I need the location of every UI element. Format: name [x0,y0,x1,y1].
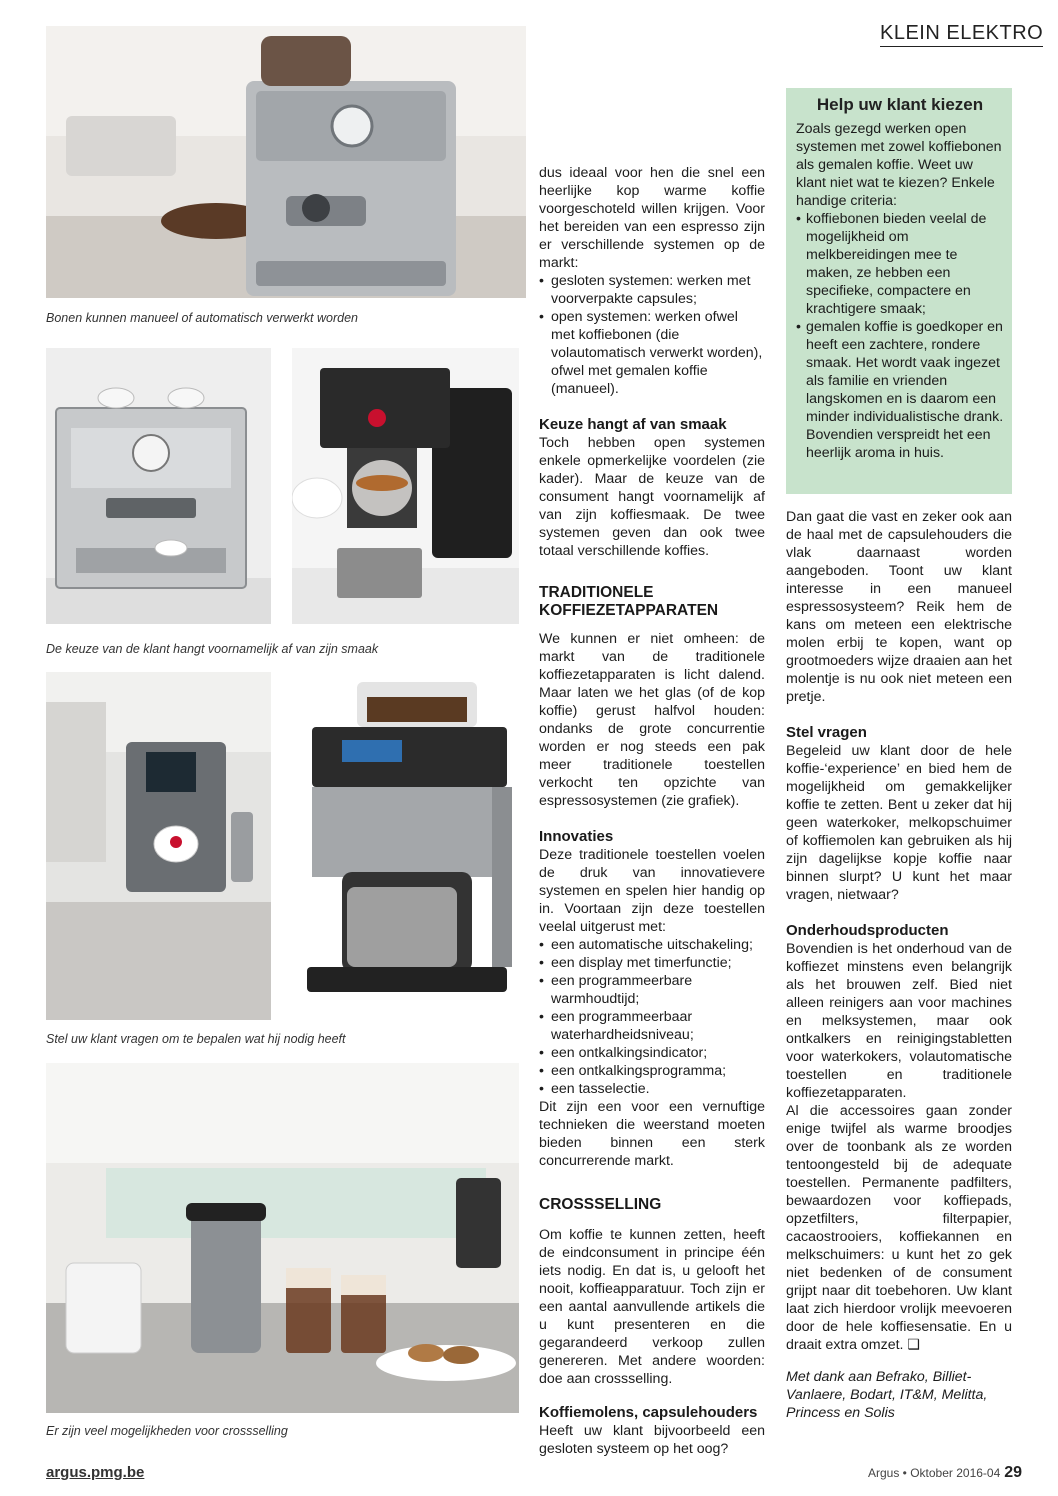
site-link[interactable]: argus.pmg.be [46,1464,145,1481]
paragraph: Deze traditionele toestellen voelen de druk van innovatievere systemen en spelen hier handig op in. Voortaan zijn deze toestellen veelal uitgerust met: [539,847,765,935]
subheading: Keuze hangt af van smaak [539,416,727,433]
list-item: • een ontkalkingsprogramma; [539,1062,765,1080]
section-heading: CROSSSELLING [539,1196,662,1213]
features-list [539,936,765,1098]
list-item: • een ontkalkingsindicator; [539,1044,765,1062]
espresso-machine-photo [46,26,526,298]
paragraph: Dan gaat die vast en zeker ook aan de haal met de capsulehouders die vlak daarnaast worden aangeboden. Toont uw klant interesse in een manueel espressosysteem? Reik hem de kans om meteen een elektrische molen erbij te kopen, want op grootmoeders wijze draaien aan het molentje is nu ook niet meteen een pretje. [786,509,1012,705]
paragraph: Toch hebben open systemen enkele opmerkelijke voordelen (zie kader). Maar de keuze van de consument hangt voornamelijk af van zijn koffiesmaak. De twee systemen geven dan ook twee totaal verschillende koffies. [539,435,765,559]
paragraph: dus ideaal voor hen die snel een heerlijke kop warme koffie voorgeschoteld willen krijgen. Voor het bereiden van een espresso zijn er verschillende systemen op de markt: [539,165,765,271]
footer-issue [868,1464,1022,1482]
box-intro: Zoals gezegd werken open systemen met zowel koffiebonen als gemalen koffie. Weet uw klant niet wat te kiezen? Enkele handige criteria: [796,121,1002,209]
caption-3: Stel uw klant vragen om te bepalen wat hij nodig heeft [46,1032,346,1046]
paragraph: Begeleid uw klant door de hele koffie-‘experience’ en bied hem de mogelijkheid om gemakkelijker koffie te zetten. Bent u zeker dat hij geen waterkoker, melkopschuimer of koffiemolen kan gebruiken als hij zijn dagelijkse kopje koffie naar binnen slurpt? U kunt het maar vragen, nietwaar? [786,743,1012,903]
section-tag: KLEIN ELEKTRO [880,22,1043,47]
filter-coffee-maker-photo [292,672,519,1020]
subheading: Onderhoudsproducten [786,922,949,939]
list-item: • een programmeerbare warmhoudtijd; [539,972,765,1008]
paragraph: Bovendien is het onderhoud van de koffiezet minstens even belangrijk als het brouwen zelf. Bied niet alleen reinigers aan voor machines en melksystemen, maar ook ontkalkers en reinigingstabletten voor waterkokers, volautomatische toestellen en traditionele koffiezetapparaten. [786,941,1012,1101]
list-item: • gesloten systemen: werken met voorverpakte capsules; [539,272,765,308]
subheading: Innovaties [539,828,614,845]
article-column-middle [539,164,765,1458]
list-item: • een tasselectie. [539,1080,765,1098]
list-item: • gemalen koffie is goedkoper en heeft een zachtere, rondere smaak. Het wordt vaak ingezet als familie en vrienden langskomen en is daarom een minder individualistische drank. Bovendien verspreidt het een heerlijk aroma in huis. [796,318,1004,462]
section-heading: TRADITIONELE KOFFIEZETAPPARATEN [539,584,719,619]
caption-2: De keuze van de klant hangt voornamelijk af van zijn smaak [46,642,379,656]
chrome-espresso-photo [46,348,271,624]
article-column-right [786,508,1012,1422]
paragraph: Dit zijn een voor een vernuftige technieken die weerstand moeten bieden binnen een sterk concurrerende markt. [539,1099,765,1169]
subheading: Koffiemolens, capsulehouders [539,1404,758,1421]
page-number: 29 [1004,1464,1023,1481]
box-title: Help uw klant kiezen [816,95,984,114]
list-item: • open systemen: werken ofwel met koffiebonen (die volautomatisch verwerkt worden), ofwel met gemalen koffie (manueel). [539,308,765,398]
capsule-machine-photo [292,348,519,624]
caption-1: Bonen kunnen manueel of automatisch verwerkt worden [46,311,358,325]
help-box [786,88,1012,494]
caption-4: Er zijn veel mogelijkheden voor crossselling [46,1424,288,1438]
box-list [796,210,1004,462]
list-item: • een automatische uitschakeling; [539,936,765,954]
automatic-machine-photo [46,672,271,1020]
crossselling-photo [46,1063,519,1413]
credits: Met dank aan Befrako, Billiet-Vanlaere, Bodart, IT&M, Melitta, Princess en Solis [786,1369,988,1421]
paragraph: Al die accessoires gaan zonder enige twijfel als warme broodjes over de toonbank als ze worden tentoongesteld bij de adequate toestellen. Permanente padfilters, bewaardozen voor koffiepads, opzetfilters, filterpapier, cacaostrooiers, koffiekannen en melkschuimers: u kunt het zo gek niet bedenken of de consument grijpt naar dit toebehoren. Uw klant laat zich hierdoor vrolijk meevoeren door de hele koffiesensatie. En u draait extra omzet. ❑ [786,1103,1012,1353]
paragraph: Heeft uw klant bijvoorbeeld een gesloten systeem op het oog? [539,1423,765,1457]
issue-label: Argus • Oktober 2016-04 [868,1466,1001,1480]
list-item: • koffiebonen bieden veelal de mogelijkheid om melkbereidingen mee te maken, ze hebben een specifieke, compactere en krachtigere smaak; [796,210,1004,318]
paragraph: Om koffie te kunnen zetten, heeft de eindconsument in principe één iets nodig. En dat is, u gelooft het nooit, koffieapparatuur. Toch zijn er een aantal aanvullende artikels die u kunt presenteren en die gegarandeerd verkoop zullen genereren. Met andere woorden: doe aan crossselling. [539,1227,765,1387]
list-item: • een programmeerbaar waterhardheidsniveau; [539,1008,765,1044]
paragraph: We kunnen er niet omheen: de markt van de traditionele koffiezetapparaten is licht dalend. Maar laten we het glas (of de kop koffie) gerust halfvol houden: ondanks de grote concurrentie worden er nog steeds een pak meer traditionele toestellen verkocht ten opzichte van espressosystemen (zie grafiek). [539,631,765,809]
subheading: Stel vragen [786,724,867,741]
list-item: • een display met timerfunctie; [539,954,765,972]
systems-list [539,272,765,398]
